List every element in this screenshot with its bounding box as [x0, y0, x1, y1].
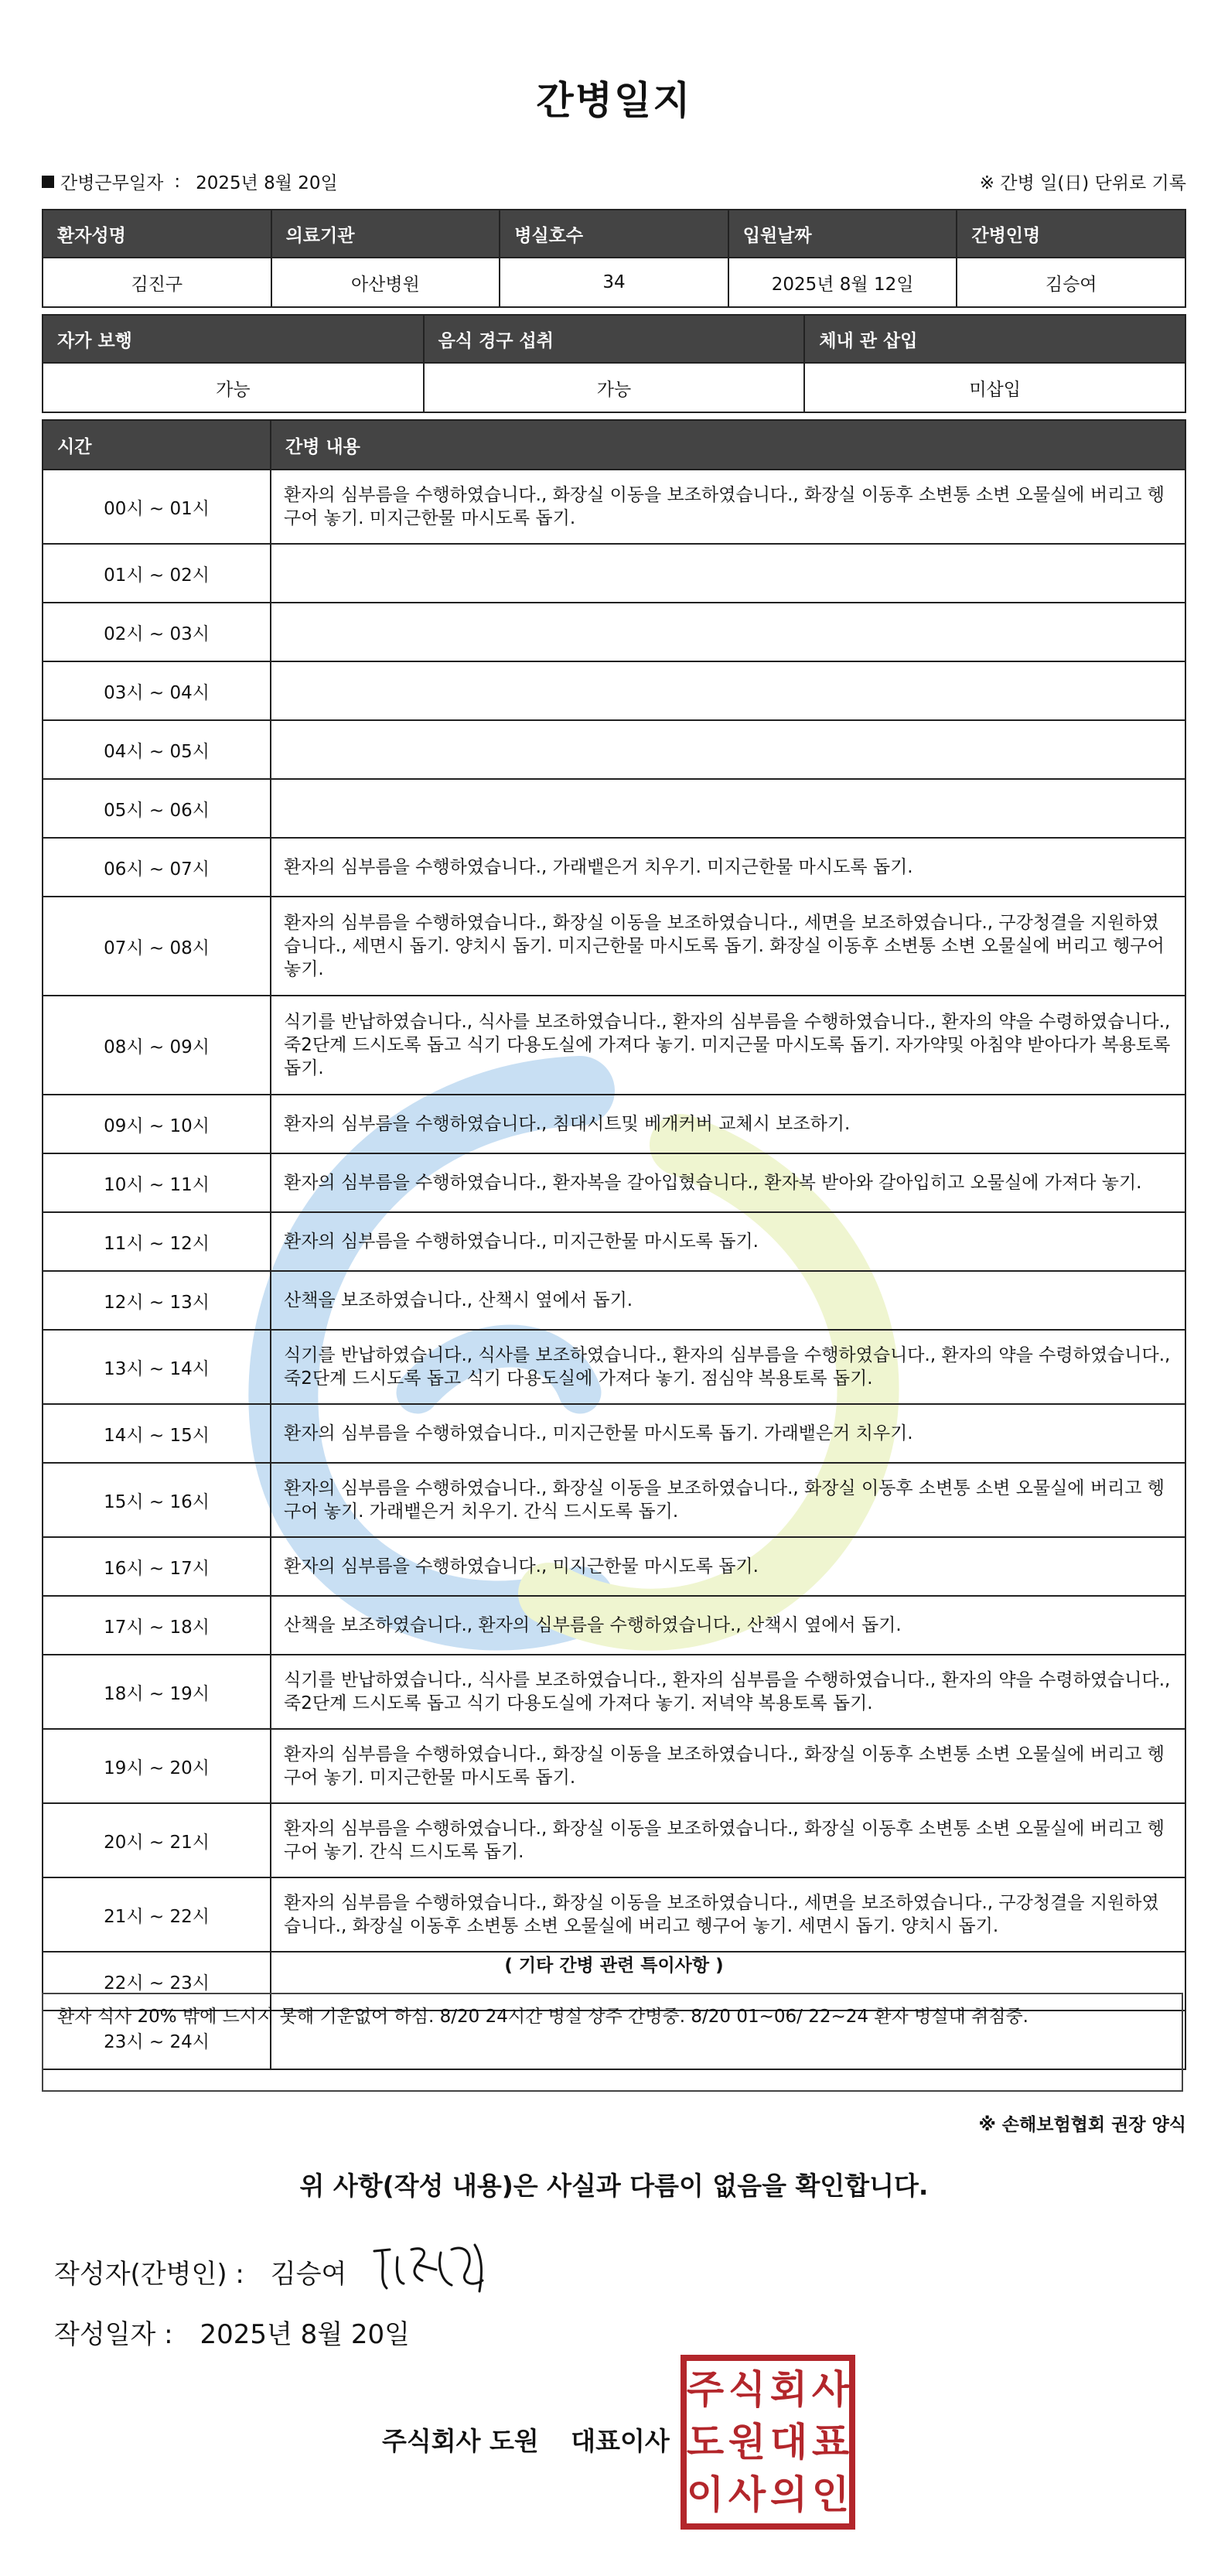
- company-seal-icon: [681, 2355, 855, 2530]
- signature-icon: [367, 2234, 513, 2304]
- log-content: 식기를 반납하였습니다., 식사를 보조하였습니다., 환자의 심부름을 수행하였습니다., 환자의 약을 수령하였습니다., 죽2단계 드시도록 돕고 식기 다용도실에 가져다 놓기. 미지근물 마시도록 돕기. 자가약및 아침약 받아다가 복용토록 돕기.: [271, 996, 1185, 1095]
- confirmation-statement: 위 사항(작성 내용)은 사실과 다름이 없음을 확인합니다.: [299, 2171, 929, 2201]
- table-row: [43, 1330, 1185, 1404]
- log-content: 환자의 심부름을 수행하였습니다., 침대시트및 베개커버 교체시 보조하기.: [271, 1095, 1185, 1153]
- log-content: 환자의 심부름을 수행하였습니다., 화장실 이동을 보조하였습니다., 화장실 이동후 소변통 소변 오물실에 버리고 헹구어 놓기. 미지근한물 마시도록 돕기.: [271, 470, 1185, 544]
- log-content: 환자의 심부름을 수행하였습니다., 가래뱉은거 치우기. 미지근한물 마시도록 돕기.: [271, 838, 1185, 897]
- table-row: [43, 779, 1185, 838]
- table-row: [43, 720, 1185, 779]
- oral-intake-value: 가능: [424, 363, 805, 412]
- room-header: 병실호수: [500, 210, 728, 258]
- hospital: 아산병원: [271, 258, 500, 307]
- log-content: 환자의 심부름을 수행하였습니다., 화장실 이동을 보조하였습니다., 화장실 이동후 소변통 소변 오물실에 버리고 헹구어 놓기. 간식 드시도록 돕기.: [271, 1803, 1185, 1877]
- patient-name: 김진구: [43, 258, 271, 307]
- log-time: 07시 ~ 08시: [43, 897, 271, 996]
- log-time: 16시 ~ 17시: [43, 1537, 271, 1596]
- company-name: 주식회사 도원: [382, 2426, 539, 2456]
- table-row: [43, 544, 1185, 603]
- log-content: 환자의 심부름을 수행하였습니다., 화장실 이동을 보조하였습니다., 세면을 보조하였습니다., 구강청결을 지원하였습니다., 세면시 돕기. 양치시 돕기. 미지근한물 마시도록 돕기. 화장실 이동후 소변통 소변 오물실에 버리고 헹구어 놓기.: [271, 897, 1185, 996]
- log-content: 환자의 심부름을 수행하였습니다., 화장실 이동을 보조하였습니다., 세면을 보조하였습니다., 구강청결을 지원하였습니다., 화장실 이동후 소변통 소변 오물실에 버리고 헹구어 놓기. 세면시 돕기. 양치시 돕기.: [271, 1877, 1185, 1952]
- seal-char: 사: [728, 2472, 766, 2517]
- table-row: [43, 1212, 1185, 1271]
- log-time: 08시 ~ 09시: [43, 996, 271, 1095]
- oral-intake-header: 음식 경구 섭취: [424, 315, 805, 363]
- table-row: [43, 470, 1185, 544]
- table-row: [43, 1095, 1185, 1153]
- log-time: 11시 ~ 12시: [43, 1212, 271, 1271]
- seal-char: 표: [811, 2420, 850, 2465]
- company-row: [382, 2421, 670, 2458]
- log-content: 환자의 심부름을 수행하였습니다., 화장실 이동을 보조하였습니다., 화장실 이동후 소변통 소변 오물실에 버리고 헹구어 놓기. 미지근한물 마시도록 돕기.: [271, 1729, 1185, 1803]
- log-time: 22시 ~ 23시: [43, 1952, 271, 2011]
- written-date-row: [54, 2313, 410, 2351]
- tube-header: 체내 관 삽입: [804, 315, 1185, 363]
- patient-info-table: [42, 209, 1186, 308]
- care-log-table: [42, 419, 1186, 2070]
- seal-char: 의: [769, 2472, 808, 2517]
- log-time: 01시 ~ 02시: [43, 544, 271, 603]
- form-note: ※ 손해보험협회 권장 양식: [978, 2115, 1186, 2135]
- log-time: 14시 ~ 15시: [43, 1404, 271, 1463]
- patient-status-table: [42, 314, 1186, 413]
- log-content: [271, 720, 1185, 779]
- page-title: 간병일지: [536, 78, 692, 123]
- table-row: [43, 1537, 1185, 1596]
- table-row: [43, 1655, 1185, 1729]
- log-content: 산책을 보조하였습니다., 산책시 옆에서 돕기.: [271, 1271, 1185, 1330]
- log-content: 식기를 반납하였습니다., 식사를 보조하였습니다., 환자의 심부름을 수행하였습니다., 환자의 약을 수령하였습니다., 죽2단계 드시도록 돕고 식기 다용도실에 가져다 놓기. 저녁약 복용토록 돕기.: [271, 1655, 1185, 1729]
- seal-char: 인: [811, 2472, 850, 2517]
- work-date-value: 2025년 8월 20일: [196, 173, 338, 193]
- content-header: 간병 내용: [271, 420, 1185, 470]
- log-time: 06시 ~ 07시: [43, 838, 271, 897]
- log-content: 환자의 심부름을 수행하였습니다., 환자복을 갈아입혔습니다., 환자복 받아와 갈아입히고 오물실에 가져다 놓기.: [271, 1153, 1185, 1212]
- table-row: [43, 1153, 1185, 1212]
- work-date-row: [42, 169, 1186, 196]
- work-date-label: 간병근무일자: [60, 173, 164, 193]
- table-row: [43, 1729, 1185, 1803]
- unit-note: ※ 간병 일(日) 단위로 기록: [979, 173, 1186, 193]
- admission-date-header: 입원날짜: [728, 210, 957, 258]
- log-time: 00시 ~ 01시: [43, 470, 271, 544]
- table-row: [43, 838, 1185, 897]
- patient-name-header: 환자성명: [43, 210, 271, 258]
- seal-char: 도: [686, 2420, 725, 2465]
- written-date-label: 작성일자 :: [54, 2319, 173, 2350]
- room-number: 34: [500, 258, 728, 307]
- log-time: 21시 ~ 22시: [43, 1877, 271, 1952]
- log-content: 산책을 보조하였습니다., 환자의 심부름을 수행하였습니다., 산책시 옆에서 돕기.: [271, 1596, 1185, 1655]
- seal-char: 회: [769, 2367, 808, 2412]
- log-content: [271, 661, 1185, 720]
- author-label: 작성자(간병인) :: [54, 2259, 244, 2290]
- log-time: 18시 ~ 19시: [43, 1655, 271, 1729]
- log-time: 05시 ~ 06시: [43, 779, 271, 838]
- log-content: 환자의 심부름을 수행하였습니다., 미지근한물 마시도록 돕기.: [271, 1537, 1185, 1596]
- caregiver-header: 간병인명: [957, 210, 1185, 258]
- log-time: 23시 ~ 24시: [43, 2011, 271, 2069]
- log-time: 09시 ~ 10시: [43, 1095, 271, 1153]
- log-content: 환자의 심부름을 수행하였습니다., 미지근한물 마시도록 돕기. 가래뱉은거 치우기.: [271, 1404, 1185, 1463]
- seal-char: 주: [686, 2367, 725, 2412]
- table-row: [43, 1271, 1185, 1330]
- seal-char: 원: [728, 2420, 766, 2465]
- seal-char: 대: [769, 2420, 808, 2465]
- log-content: [271, 779, 1185, 838]
- written-date-value: 2025년 8월 20일: [200, 2319, 411, 2350]
- log-time: 12시 ~ 13시: [43, 1271, 271, 1330]
- company-title: 대표이사: [571, 2426, 670, 2456]
- seal-char: 이: [686, 2472, 725, 2517]
- time-header: 시간: [43, 420, 271, 470]
- tube-value: 미삽입: [804, 363, 1185, 412]
- log-time: 17시 ~ 18시: [43, 1596, 271, 1655]
- hospital-header: 의료기관: [271, 210, 500, 258]
- log-content: 식기를 반납하였습니다., 식사를 보조하였습니다., 환자의 심부름을 수행하였습니다., 환자의 약을 수령하였습니다., 죽2단계 드시도록 돕고 식기 다용도실에 가져다 놓기. 점심약 복용토록 돕기.: [271, 1330, 1185, 1404]
- author-row: [54, 2253, 346, 2291]
- author-name: 김승여: [270, 2259, 347, 2290]
- log-time: 03시 ~ 04시: [43, 661, 271, 720]
- caregiver-name: 김승여: [957, 258, 1185, 307]
- walking-header: 자가 보행: [43, 315, 424, 363]
- table-row: [43, 996, 1185, 1095]
- table-row: [43, 1803, 1185, 1877]
- log-content: 환자의 심부름을 수행하였습니다., 화장실 이동을 보조하였습니다., 화장실 이동후 소변통 소변 오물실에 버리고 헹구어 놓기. 가래뱉은거 치우기. 간식 드시도록 돕기.: [271, 1463, 1185, 1537]
- log-time: 10시 ~ 11시: [43, 1153, 271, 1212]
- table-row: [43, 1877, 1185, 1952]
- log-time: 19시 ~ 20시: [43, 1729, 271, 1803]
- table-row: [43, 1404, 1185, 1463]
- log-time: 02시 ~ 03시: [43, 603, 271, 661]
- work-date-separator: :: [174, 171, 181, 192]
- seal-char: 식: [728, 2367, 766, 2412]
- log-content: [271, 603, 1185, 661]
- square-bullet-icon: [42, 176, 54, 188]
- log-time: 20시 ~ 21시: [43, 1803, 271, 1877]
- table-row: [43, 603, 1185, 661]
- notes-box: 환자 식사 20% 밖에 드시지 못해 기운없어 하심. 8/20 24시간 병실 상주 간병중. 8/20 01~06/ 22~24 환자 병실내 취침중.: [42, 1993, 1183, 2092]
- log-time: 04시 ~ 05시: [43, 720, 271, 779]
- log-time: 13시 ~ 14시: [43, 1330, 271, 1404]
- table-row: [43, 661, 1185, 720]
- log-content: [271, 544, 1185, 603]
- table-row: [43, 1463, 1185, 1537]
- table-row: [43, 897, 1185, 996]
- table-row: [43, 1596, 1185, 1655]
- walking-value: 가능: [43, 363, 424, 412]
- admission-date: 2025년 8월 12일: [728, 258, 957, 307]
- log-time: 15시 ~ 16시: [43, 1463, 271, 1537]
- log-content: 환자의 심부름을 수행하였습니다., 미지근한물 마시도록 돕기.: [271, 1212, 1185, 1271]
- seal-char: 사: [811, 2367, 850, 2412]
- notes-title: ( 기타 간병 관련 특이사항 ): [504, 1956, 724, 1976]
